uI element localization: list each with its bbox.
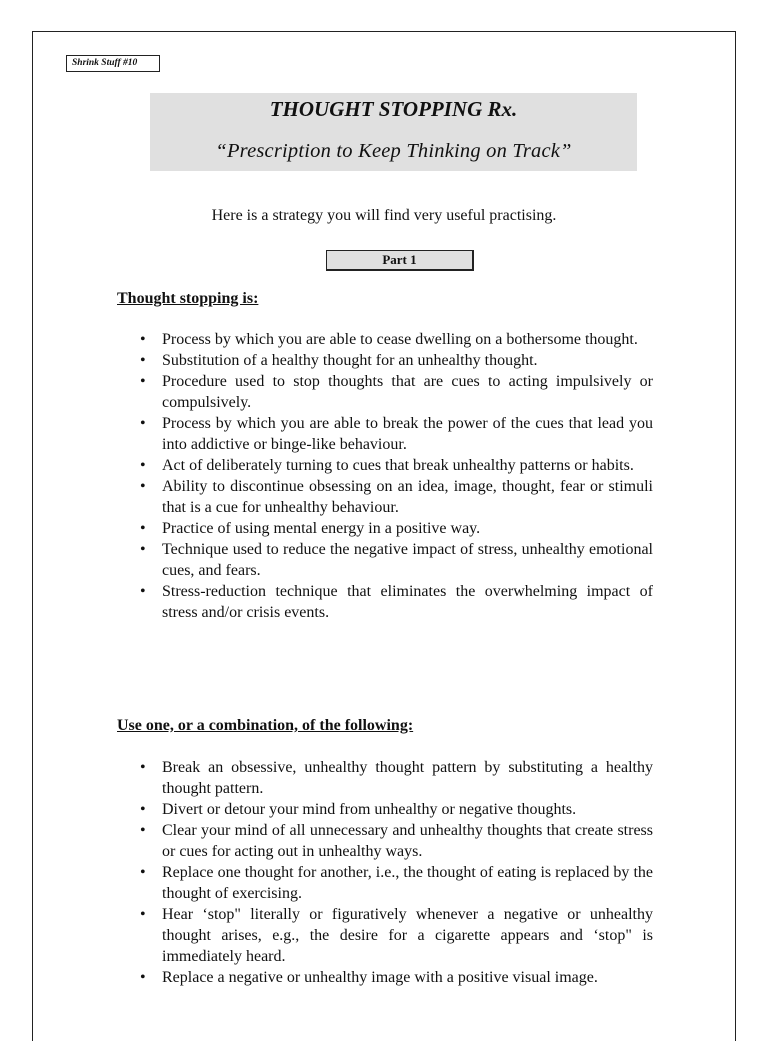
- definition-list: [0, 329, 653, 623]
- list-item: • Ability to discontinue obsessing on an idea, image, thought, fear or stimuli that is a cue for unhealthy behaviour.: [162, 476, 653, 518]
- part-label: Part 1: [326, 250, 474, 271]
- section-heading-use-one: Use one, or a combination, of the following:: [117, 717, 414, 734]
- list-item: • Divert or detour your mind from unhealthy or negative thoughts.: [162, 799, 653, 820]
- list-item: • Practice of using mental energy in a positive way.: [162, 518, 653, 539]
- list-item: • Process by which you are able to break the power of the cues that lead you into addictive or binge-like behaviour.: [162, 413, 653, 455]
- list-item: • Procedure used to stop thoughts that are cues to acting impulsively or compulsively.: [162, 371, 653, 413]
- list-item: • Substitution of a healthy thought for an unhealthy thought.: [162, 350, 653, 371]
- document-title: THOUGHT STOPPING Rx.: [269, 97, 518, 121]
- title-banner: [150, 93, 637, 171]
- list-item: • Replace a negative or unhealthy image with a positive visual image.: [162, 967, 653, 988]
- section-heading-thought-stopping: Thought stopping is:: [117, 290, 259, 307]
- list-item: • Break an obsessive, unhealthy thought pattern by substituting a healthy thought pattern.: [162, 757, 653, 799]
- strategy-list: [0, 757, 653, 988]
- document-subtitle: “Prescription to Keep Thinking on Track”: [215, 140, 572, 162]
- list-item: • Act of deliberately turning to cues that break unhealthy patterns or habits.: [162, 455, 653, 476]
- list-item: • Hear ‘stop" literally or figuratively whenever a negative or unhealthy thought arises, e.g., the desire for a cigarette appears and ‘stop" is immediately heard.: [162, 904, 653, 967]
- list-item: • Process by which you are able to cease dwelling on a bothersome thought.: [162, 329, 653, 350]
- list-item: • Technique used to reduce the negative impact of stress, unhealthy emotional cues, and fears.: [162, 539, 653, 581]
- list-item: • Stress-reduction technique that eliminates the overwhelming impact of stress and/or crisis events.: [162, 581, 653, 623]
- intro-text: Here is a strategy you will find very useful practising.: [211, 207, 557, 224]
- list-item: • Replace one thought for another, i.e., the thought of eating is replaced by the thought of exercising.: [162, 862, 653, 904]
- series-tag: Shrink Stuff #10: [66, 55, 160, 72]
- list-item: • Clear your mind of all unnecessary and unhealthy thoughts that create stress or cues for acting out in unhealthy ways.: [162, 820, 653, 862]
